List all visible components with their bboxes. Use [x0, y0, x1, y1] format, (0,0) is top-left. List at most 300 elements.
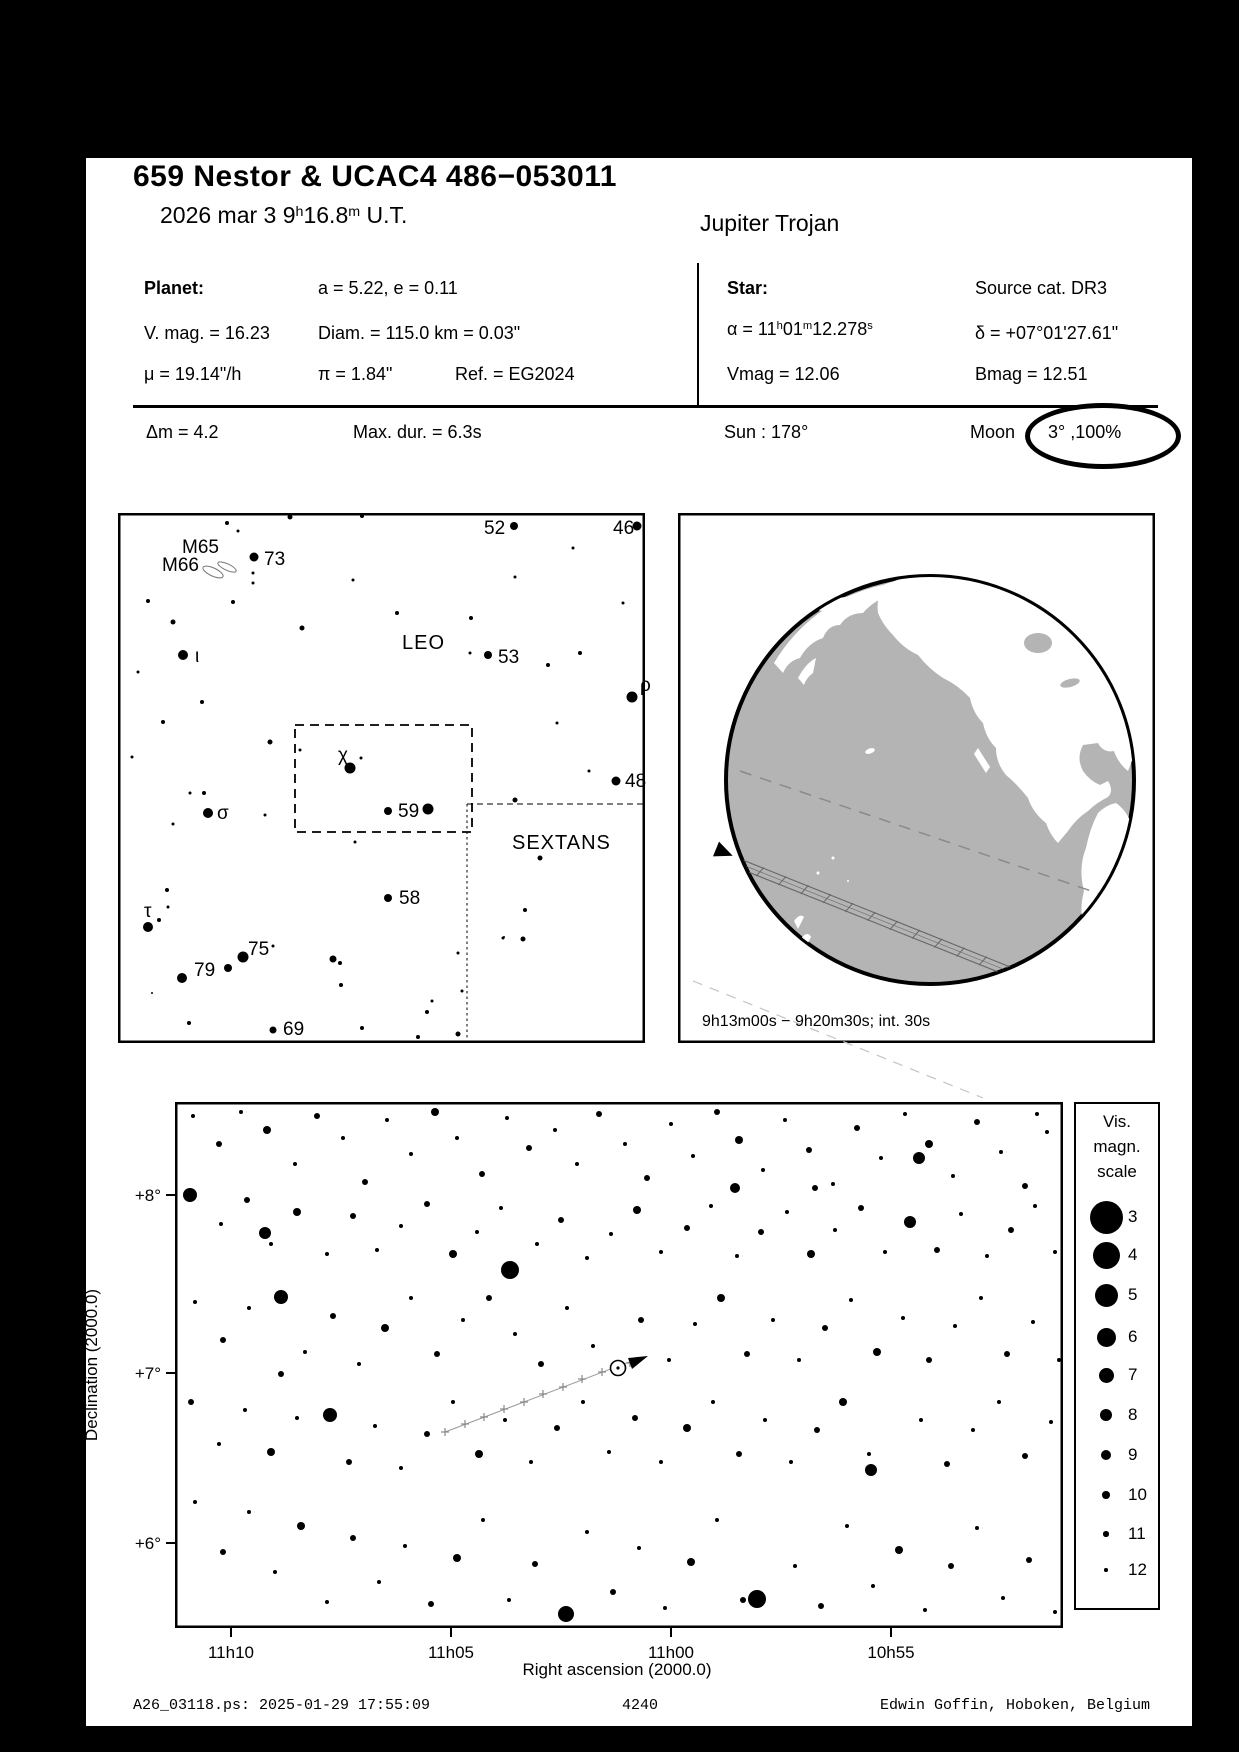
star-dot — [638, 1317, 644, 1323]
star-dot — [183, 1188, 197, 1202]
column-divider — [697, 263, 699, 405]
star-dot — [297, 1522, 305, 1530]
star-dot — [375, 1248, 379, 1252]
target-star-dot — [616, 1366, 619, 1369]
star-dot — [384, 807, 392, 815]
star-dot — [523, 908, 527, 912]
star-dot — [514, 576, 517, 579]
legend-magnitude-circle — [1097, 1328, 1116, 1347]
star-dot — [189, 792, 192, 795]
star-dot — [252, 582, 255, 585]
unit-superscript: s — [867, 320, 873, 333]
event-moon-value: 3° ,100% — [1048, 422, 1122, 442]
legend-magnitude-circle — [1104, 1568, 1108, 1572]
finder-chart-panel — [118, 513, 651, 1043]
globe-panel — [678, 513, 1155, 1043]
star-dot — [486, 1295, 492, 1301]
star-dot — [250, 553, 259, 562]
star-dot — [667, 1358, 671, 1362]
star-dot — [715, 1518, 719, 1522]
star-dot — [238, 952, 249, 963]
star-dot — [503, 936, 505, 938]
legend-magnitude-label: 7 — [1128, 1365, 1138, 1384]
unit-superscript: h — [776, 320, 783, 333]
star-dot — [849, 1298, 853, 1302]
star-dot — [360, 514, 364, 518]
x-axis-label: Right ascension (2000.0) — [522, 1660, 712, 1679]
star-dot — [903, 1112, 907, 1116]
star-dot — [461, 990, 464, 993]
globe-time-caption: 9h13m00s − 9h20m30s; int. 30s — [702, 1013, 931, 1030]
star-dot — [268, 740, 273, 745]
star-dot — [409, 1296, 413, 1300]
legend-magnitude-label: 3 — [1128, 1207, 1138, 1226]
planet-vmag: V. mag. = 16.23 — [144, 323, 270, 343]
event-datetime — [160, 202, 407, 229]
star-dot — [267, 1448, 275, 1456]
star-dot — [244, 1197, 250, 1203]
planet-parallax: π = 1.84" — [318, 364, 393, 384]
star-dot — [711, 1400, 715, 1404]
star-dot — [270, 1027, 277, 1034]
star-dot — [553, 1128, 557, 1132]
star-dot — [403, 1544, 407, 1548]
star-dot — [974, 1119, 980, 1125]
star-dot — [475, 1230, 479, 1234]
text-segment: 12.278 — [812, 319, 868, 339]
event-maxdur: Max. dur. = 6.3s — [353, 422, 482, 442]
star-dot — [575, 1162, 579, 1166]
star-dot — [191, 1114, 195, 1118]
constellation-label: LEO — [402, 632, 446, 654]
star-dot — [167, 906, 170, 909]
star-dot — [274, 1290, 288, 1304]
star-dot — [919, 1418, 923, 1422]
star-dot — [953, 1324, 957, 1328]
y-axis-label: Declination (2000.0) — [82, 1288, 101, 1442]
legend-magnitude-circle — [1102, 1491, 1110, 1499]
star-dot — [644, 1175, 650, 1181]
legend-magnitude-circle — [1093, 1242, 1120, 1269]
star-dot — [556, 722, 559, 725]
star-dot — [350, 1213, 356, 1219]
object-class-label: Jupiter Trojan — [700, 210, 840, 236]
star-dot — [845, 1524, 849, 1528]
star-dot — [431, 1108, 439, 1116]
paper — [82, 158, 1192, 1726]
star-dot — [609, 1232, 613, 1236]
path-extension-dashed — [693, 981, 983, 1098]
star-dot — [831, 1182, 835, 1186]
text-segment: 01 — [782, 319, 803, 339]
legend-magnitude-label: 12 — [1128, 1560, 1147, 1579]
star-dot — [971, 1428, 975, 1432]
star-dot — [457, 952, 460, 955]
star-dot — [783, 1118, 787, 1122]
star-dot — [1031, 1320, 1035, 1324]
star-dot — [373, 1424, 377, 1428]
event-sun-altitude: Sun : 178° — [724, 422, 809, 442]
finder-star-label: 58 — [399, 888, 421, 909]
star-dot — [659, 1460, 663, 1464]
star-dot — [237, 530, 240, 533]
star-dot — [165, 888, 169, 892]
magnitude-legend — [1074, 1102, 1160, 1610]
star-dot — [451, 1400, 455, 1404]
star-dot — [948, 1563, 954, 1569]
star-dot — [596, 1111, 602, 1117]
star-dot — [763, 1418, 767, 1422]
legend-magnitude-label: 11 — [1128, 1524, 1146, 1543]
star-dot — [818, 1603, 824, 1609]
star-dot — [339, 983, 343, 987]
star-dot — [461, 1318, 465, 1322]
star-dot — [354, 841, 357, 844]
star-dot — [299, 749, 302, 752]
legend-magnitude-circle — [1095, 1284, 1118, 1307]
star-dot — [455, 1136, 459, 1140]
star-dot — [252, 572, 255, 575]
star-dot — [200, 700, 204, 704]
star-dot — [395, 611, 399, 615]
legend-magnitude-label: 9 — [1128, 1445, 1138, 1464]
star-dot — [693, 1322, 697, 1326]
path-direction-arrow — [628, 1356, 648, 1369]
star-dot — [633, 1206, 641, 1214]
star-dot — [546, 663, 550, 667]
star-dot — [572, 547, 575, 550]
star-dot — [399, 1224, 403, 1228]
star-bmag: Bmag = 12.51 — [975, 364, 1088, 384]
star-dot — [501, 1261, 519, 1279]
legend-magnitude-label: 6 — [1128, 1327, 1138, 1346]
event-moon-label: Moon — [970, 422, 1016, 442]
star-dot — [479, 1171, 485, 1177]
finder-star-label: 69 — [283, 1019, 305, 1040]
star-dot — [565, 1306, 569, 1310]
star-dot — [293, 1162, 297, 1166]
star-dot — [360, 757, 363, 760]
star-dot — [352, 579, 355, 582]
star-dot — [161, 720, 165, 724]
star-dot — [424, 1431, 430, 1437]
star-dot — [858, 1205, 864, 1211]
star-dot — [428, 1601, 434, 1607]
finder-star-label: 59 — [398, 801, 420, 822]
star-dot — [691, 1154, 695, 1158]
star-dot — [264, 814, 267, 817]
star-dot — [923, 1608, 927, 1612]
star-dot — [247, 1510, 251, 1514]
star-dot — [687, 1558, 695, 1566]
star-dot — [735, 1136, 743, 1144]
star-dot — [225, 521, 229, 525]
star-dot — [789, 1460, 793, 1464]
star-dot — [806, 1147, 812, 1153]
star-dot — [1033, 1204, 1037, 1208]
star-dot — [484, 651, 492, 659]
star-dot — [578, 651, 582, 655]
star-dot — [659, 1250, 663, 1254]
finder-star-label: τ — [144, 901, 152, 922]
star-dot — [532, 1561, 538, 1567]
hudson-bay — [1024, 633, 1052, 653]
star-dot — [1057, 1358, 1061, 1362]
star-dot — [797, 1358, 801, 1362]
star-dot — [1004, 1351, 1010, 1357]
finder-star-label: 46 — [613, 518, 635, 539]
finder-star-label: M65 — [182, 537, 219, 558]
star-dot — [434, 1351, 440, 1357]
star-dot — [999, 1150, 1003, 1154]
x-tick-label: 11h10 — [207, 1643, 255, 1662]
star-dot — [879, 1156, 883, 1160]
star-dot — [456, 1032, 461, 1037]
star-dot — [585, 1530, 589, 1534]
star-dot — [925, 1140, 933, 1148]
text-segment: α = 11 — [727, 319, 777, 339]
star-dot — [926, 1357, 932, 1363]
star-dot — [449, 1250, 457, 1258]
star-dot — [385, 1118, 389, 1122]
star-dot — [303, 1350, 307, 1354]
finder-star-label: 73 — [264, 549, 286, 570]
star-dot — [807, 1250, 815, 1258]
star-dot — [193, 1300, 197, 1304]
star-dot — [272, 945, 275, 948]
star-dot — [622, 602, 625, 605]
star-dot — [505, 1116, 509, 1120]
star-dot — [409, 1152, 413, 1156]
planet-ref: Ref. = EG2024 — [455, 364, 575, 384]
planet-section-label: Planet: — [144, 278, 205, 298]
star-dot — [146, 599, 150, 603]
island-dot — [847, 880, 849, 882]
footer-page-number: 4240 — [621, 1697, 659, 1714]
star-dot — [839, 1398, 847, 1406]
star-dot — [538, 856, 543, 861]
star-dot — [278, 1371, 284, 1377]
star-dot — [263, 1126, 271, 1134]
star-dot — [873, 1348, 881, 1356]
x-tick-label: 10h55 — [867, 1643, 915, 1662]
star-dot — [997, 1400, 1001, 1404]
star-dot — [216, 1141, 222, 1147]
star-dot — [510, 522, 518, 530]
y-tick-label: +6° — [134, 1534, 161, 1553]
star-dot — [481, 1518, 485, 1522]
text-segment: 16.8 — [303, 202, 349, 228]
star-dot — [730, 1183, 740, 1193]
star-dot — [330, 1313, 336, 1319]
star-dot — [867, 1452, 871, 1456]
star-dot — [663, 1606, 667, 1610]
star-dot — [513, 798, 518, 803]
planet-orbit: a = 5.22, e = 0.11 — [318, 278, 458, 298]
star-dot — [424, 1201, 430, 1207]
star-dot — [425, 1010, 429, 1014]
star-dot — [637, 1546, 641, 1550]
y-tick-label: +8° — [134, 1186, 161, 1205]
x-tick-label: 11h05 — [427, 1643, 475, 1662]
star-dot — [959, 1212, 963, 1216]
star-dot — [761, 1168, 765, 1172]
legend-magnitude-circle — [1099, 1368, 1114, 1383]
star-dot — [323, 1408, 337, 1422]
star-dot — [771, 1318, 775, 1322]
finder-star-label: M66 — [162, 555, 199, 576]
star-dot — [535, 1242, 539, 1246]
star-dot — [247, 1306, 251, 1310]
star-dot — [610, 1589, 616, 1595]
star-dot — [913, 1152, 925, 1164]
star-dot — [469, 616, 473, 620]
star-dot — [612, 777, 621, 786]
star-dot — [854, 1125, 860, 1131]
star-dot — [377, 1580, 381, 1584]
field-of-view-dashed-rect — [295, 725, 472, 832]
star-dot — [1022, 1453, 1028, 1459]
star-dot — [259, 1227, 271, 1239]
star-dot — [193, 1500, 197, 1504]
star-dot — [558, 1217, 564, 1223]
star-dot — [1035, 1112, 1039, 1116]
star-dot — [293, 1208, 301, 1216]
star-dot — [243, 1408, 247, 1412]
star-dot — [1001, 1596, 1005, 1600]
star-dot — [362, 1179, 368, 1185]
star-source-cat: Source cat. DR3 — [975, 278, 1108, 298]
detail-chart — [82, 1102, 1063, 1679]
star-dot — [554, 1425, 560, 1431]
star-dot — [143, 922, 153, 932]
path-start-arrow — [713, 842, 733, 857]
footer-filename: A26_03118.ps: 2025-01-29 17:55:09 — [133, 1697, 431, 1714]
star-dot — [239, 1110, 243, 1114]
star-dot — [325, 1252, 329, 1256]
star-dot — [985, 1254, 989, 1258]
text-segment: 2026 mar 3 9 — [160, 202, 296, 228]
star-dot — [623, 1142, 627, 1146]
star-dot — [499, 1206, 503, 1210]
planet-motion: μ = 19.14"/h — [144, 364, 242, 384]
star-dot — [934, 1247, 940, 1253]
star-dot — [325, 1600, 329, 1604]
star-dot — [944, 1461, 950, 1467]
y-tick-label: +7° — [134, 1364, 161, 1383]
star-dot — [357, 1362, 361, 1366]
island-dot — [817, 872, 820, 875]
star-dot — [273, 1570, 277, 1574]
unit-superscript: m — [348, 203, 361, 220]
star-dot — [300, 626, 305, 631]
star-dot — [684, 1225, 690, 1231]
star-dot — [330, 956, 337, 963]
star-dot — [469, 652, 472, 655]
footer-author: Edwin Goffin, Hoboken, Belgium — [879, 1697, 1150, 1714]
star-dot — [219, 1222, 223, 1226]
star-dot — [151, 992, 153, 994]
star-dot — [883, 1250, 887, 1254]
unit-superscript: m — [802, 320, 813, 333]
star-dot — [137, 671, 140, 674]
star-dot — [714, 1109, 720, 1115]
finder-star-label: 48 — [625, 771, 647, 792]
star-dot — [399, 1466, 403, 1470]
star-dot — [475, 1450, 483, 1458]
star-dot — [1053, 1250, 1057, 1254]
star-dot — [288, 515, 293, 520]
star-dot — [220, 1549, 226, 1555]
star-dot — [423, 804, 434, 815]
star-vmag: Vmag = 12.06 — [727, 364, 840, 384]
star-section-label: Star: — [727, 278, 769, 298]
page-title: 659 Nestor & UCAC4 486−053011 — [133, 160, 617, 193]
star-dot — [360, 1026, 364, 1030]
star-dot — [669, 1122, 673, 1126]
star-dot — [951, 1174, 955, 1178]
star-dot — [717, 1294, 725, 1302]
star-dot — [295, 1416, 299, 1420]
star-dot — [131, 756, 134, 759]
star-dot — [178, 650, 188, 660]
star-dot — [338, 961, 342, 965]
star-dot — [416, 1035, 420, 1039]
star-dot — [314, 1113, 320, 1119]
asteroid-path-line — [445, 1359, 637, 1432]
star-dot — [1045, 1130, 1049, 1134]
legend-magnitude-circle — [1100, 1409, 1112, 1421]
star-dot — [453, 1554, 461, 1562]
star-dot — [341, 1136, 345, 1140]
legend-magnitude-circle — [1090, 1201, 1123, 1234]
star-dot — [1008, 1227, 1014, 1233]
star-dot — [1049, 1420, 1053, 1424]
star-dot — [735, 1254, 739, 1258]
star-dot — [171, 620, 176, 625]
legend-magnitude-circle — [1101, 1450, 1111, 1460]
star-dot — [350, 1535, 356, 1541]
star-dot — [513, 1332, 517, 1336]
star-dot — [1053, 1610, 1057, 1614]
star-dot — [758, 1229, 764, 1235]
star-ra — [727, 319, 873, 340]
x-tick-label: 11h00 — [647, 1643, 695, 1662]
finder-star-label: χ — [338, 745, 348, 766]
star-dot — [269, 1242, 273, 1246]
star-dot — [172, 823, 175, 826]
unit-superscript: h — [295, 203, 304, 220]
star-dot — [588, 770, 591, 773]
finder-star-label: σ — [217, 803, 229, 824]
star-dot — [975, 1526, 979, 1530]
star-dot — [627, 692, 638, 703]
finder-star-label: 75 — [248, 939, 270, 960]
finder-star-label: 52 — [484, 518, 506, 539]
legend-magnitude-label: 10 — [1128, 1485, 1147, 1504]
star-dot — [744, 1351, 750, 1357]
star-dot — [904, 1216, 916, 1228]
star-dot — [521, 937, 526, 942]
star-dot — [709, 1204, 713, 1208]
star-dot — [581, 1400, 585, 1404]
star-dot — [188, 1399, 194, 1405]
star-dot — [526, 1145, 532, 1151]
star-dot — [220, 1337, 226, 1343]
detail-chart-panel — [82, 1102, 1063, 1679]
star-dot — [833, 1228, 837, 1232]
star-dot — [529, 1460, 533, 1464]
